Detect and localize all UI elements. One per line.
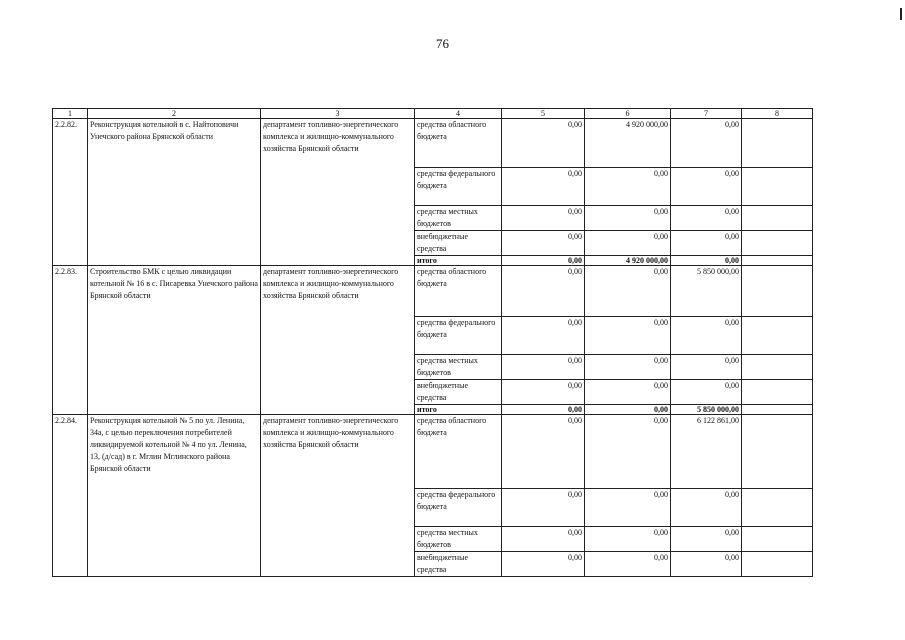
project-department: департамент топливно-энергетического комплекса и жилищно-коммунального хозяйства Брянской области <box>261 266 415 415</box>
value-col6: 0,00 <box>585 489 671 527</box>
column-header: 4 <box>415 109 502 119</box>
funding-source-label: средства местных бюджетов <box>415 527 502 552</box>
column-header: 7 <box>671 109 742 119</box>
value-col7: 0,00 <box>671 552 742 577</box>
funding-source-label: средства федерального бюджета <box>415 317 502 355</box>
project-name: Реконструкция котельной № 5 по ул. Ленина, 34а, с целью переключения потребителей ликвидируемой котельной № 4 по ул. Ленина, 13, (д/сад) в г. Мглин Мглинского района Брянской области <box>88 415 261 577</box>
project-code: 2.2.84. <box>53 415 88 577</box>
value-col5: 0,00 <box>502 552 585 577</box>
value-col7: 0,00 <box>671 489 742 527</box>
value-col8 <box>742 527 813 552</box>
value-col5: 0,00 <box>502 266 585 317</box>
table-row <box>53 415 813 489</box>
value-col8 <box>742 231 813 256</box>
value-col6: 0,00 <box>585 317 671 355</box>
project-name: Реконструкция котельной в с. Найтоповичи Унечского района Брянской области <box>88 119 261 266</box>
value-col6: 0,00 <box>585 231 671 256</box>
value-col7: 0,00 <box>671 119 742 168</box>
value-col7: 5 850 000,00 <box>671 405 742 415</box>
column-number-row <box>53 109 813 119</box>
value-col6: 0,00 <box>585 266 671 317</box>
value-col5: 0,00 <box>502 206 585 231</box>
funding-source-label: средства местных бюджетов <box>415 355 502 380</box>
project-department: департамент топливно-энергетического комплекса и жилищно-коммунального хозяйства Брянской области <box>261 415 415 577</box>
value-col8 <box>742 256 813 266</box>
funding-source-label: средства федерального бюджета <box>415 489 502 527</box>
value-col6: 4 920 000,00 <box>585 256 671 266</box>
value-col8 <box>742 266 813 317</box>
table-row <box>53 266 813 317</box>
value-col6: 0,00 <box>585 415 671 489</box>
funding-source-label: средства областного бюджета <box>415 119 502 168</box>
scan-edge-mark <box>900 8 902 20</box>
project-name: Строительство БМК с целью ликвидации котельной № 16 в с. Писаревка Унечского района Брянской области <box>88 266 261 415</box>
value-col5: 0,00 <box>502 168 585 206</box>
value-col5: 0,00 <box>502 317 585 355</box>
value-col5: 0,00 <box>502 231 585 256</box>
value-col5: 0,00 <box>502 527 585 552</box>
funding-source-label: средства местных бюджетов <box>415 206 502 231</box>
value-col5: 0,00 <box>502 256 585 266</box>
project-department: департамент топливно-энергетического комплекса и жилищно-коммунального хозяйства Брянской области <box>261 119 415 266</box>
value-col5: 0,00 <box>502 380 585 405</box>
value-col5: 0,00 <box>502 415 585 489</box>
value-col6: 4 920 000,00 <box>585 119 671 168</box>
value-col5: 0,00 <box>502 119 585 168</box>
value-col8 <box>742 415 813 489</box>
column-header: 5 <box>502 109 585 119</box>
value-col8 <box>742 355 813 380</box>
project-code: 2.2.82. <box>53 119 88 266</box>
value-col6: 0,00 <box>585 380 671 405</box>
table-body <box>53 109 813 577</box>
value-col7: 0,00 <box>671 256 742 266</box>
value-col7: 0,00 <box>671 168 742 206</box>
value-col7: 0,00 <box>671 231 742 256</box>
page-number: 76 <box>436 36 449 51</box>
value-col7: 5 850 000,00 <box>671 266 742 317</box>
value-col6: 0,00 <box>585 206 671 231</box>
value-col6: 0,00 <box>585 405 671 415</box>
value-col5: 0,00 <box>502 405 585 415</box>
funding-source-label: средства областного бюджета <box>415 415 502 489</box>
column-header: 2 <box>88 109 261 119</box>
funding-source-label: итого <box>415 256 502 266</box>
value-col6: 0,00 <box>585 527 671 552</box>
value-col7: 6 122 861,00 <box>671 415 742 489</box>
funding-source-label: итого <box>415 405 502 415</box>
value-col7: 0,00 <box>671 355 742 380</box>
value-col6: 0,00 <box>585 552 671 577</box>
project-code: 2.2.83. <box>53 266 88 415</box>
value-col7: 0,00 <box>671 380 742 405</box>
value-col5: 0,00 <box>502 489 585 527</box>
column-header: 6 <box>585 109 671 119</box>
funding-source-label: средства федерального бюджета <box>415 168 502 206</box>
value-col6: 0,00 <box>585 168 671 206</box>
value-col8 <box>742 489 813 527</box>
value-col7: 0,00 <box>671 206 742 231</box>
value-col5: 0,00 <box>502 355 585 380</box>
funding-source-label: средства областного бюджета <box>415 266 502 317</box>
table-row <box>53 119 813 168</box>
value-col8 <box>742 405 813 415</box>
column-header: 1 <box>53 109 88 119</box>
column-header: 3 <box>261 109 415 119</box>
value-col8 <box>742 380 813 405</box>
funding-source-label: внебюджетные средства <box>415 231 502 256</box>
value-col8 <box>742 317 813 355</box>
value-col8 <box>742 206 813 231</box>
funding-source-label: внебюджетные средства <box>415 380 502 405</box>
funding-source-label: внебюджетные средства <box>415 552 502 577</box>
value-col7: 0,00 <box>671 317 742 355</box>
value-col8 <box>742 119 813 168</box>
budget-table <box>52 108 813 577</box>
column-header: 8 <box>742 109 813 119</box>
value-col6: 0,00 <box>585 355 671 380</box>
value-col7: 0,00 <box>671 527 742 552</box>
value-col8 <box>742 168 813 206</box>
value-col8 <box>742 552 813 577</box>
